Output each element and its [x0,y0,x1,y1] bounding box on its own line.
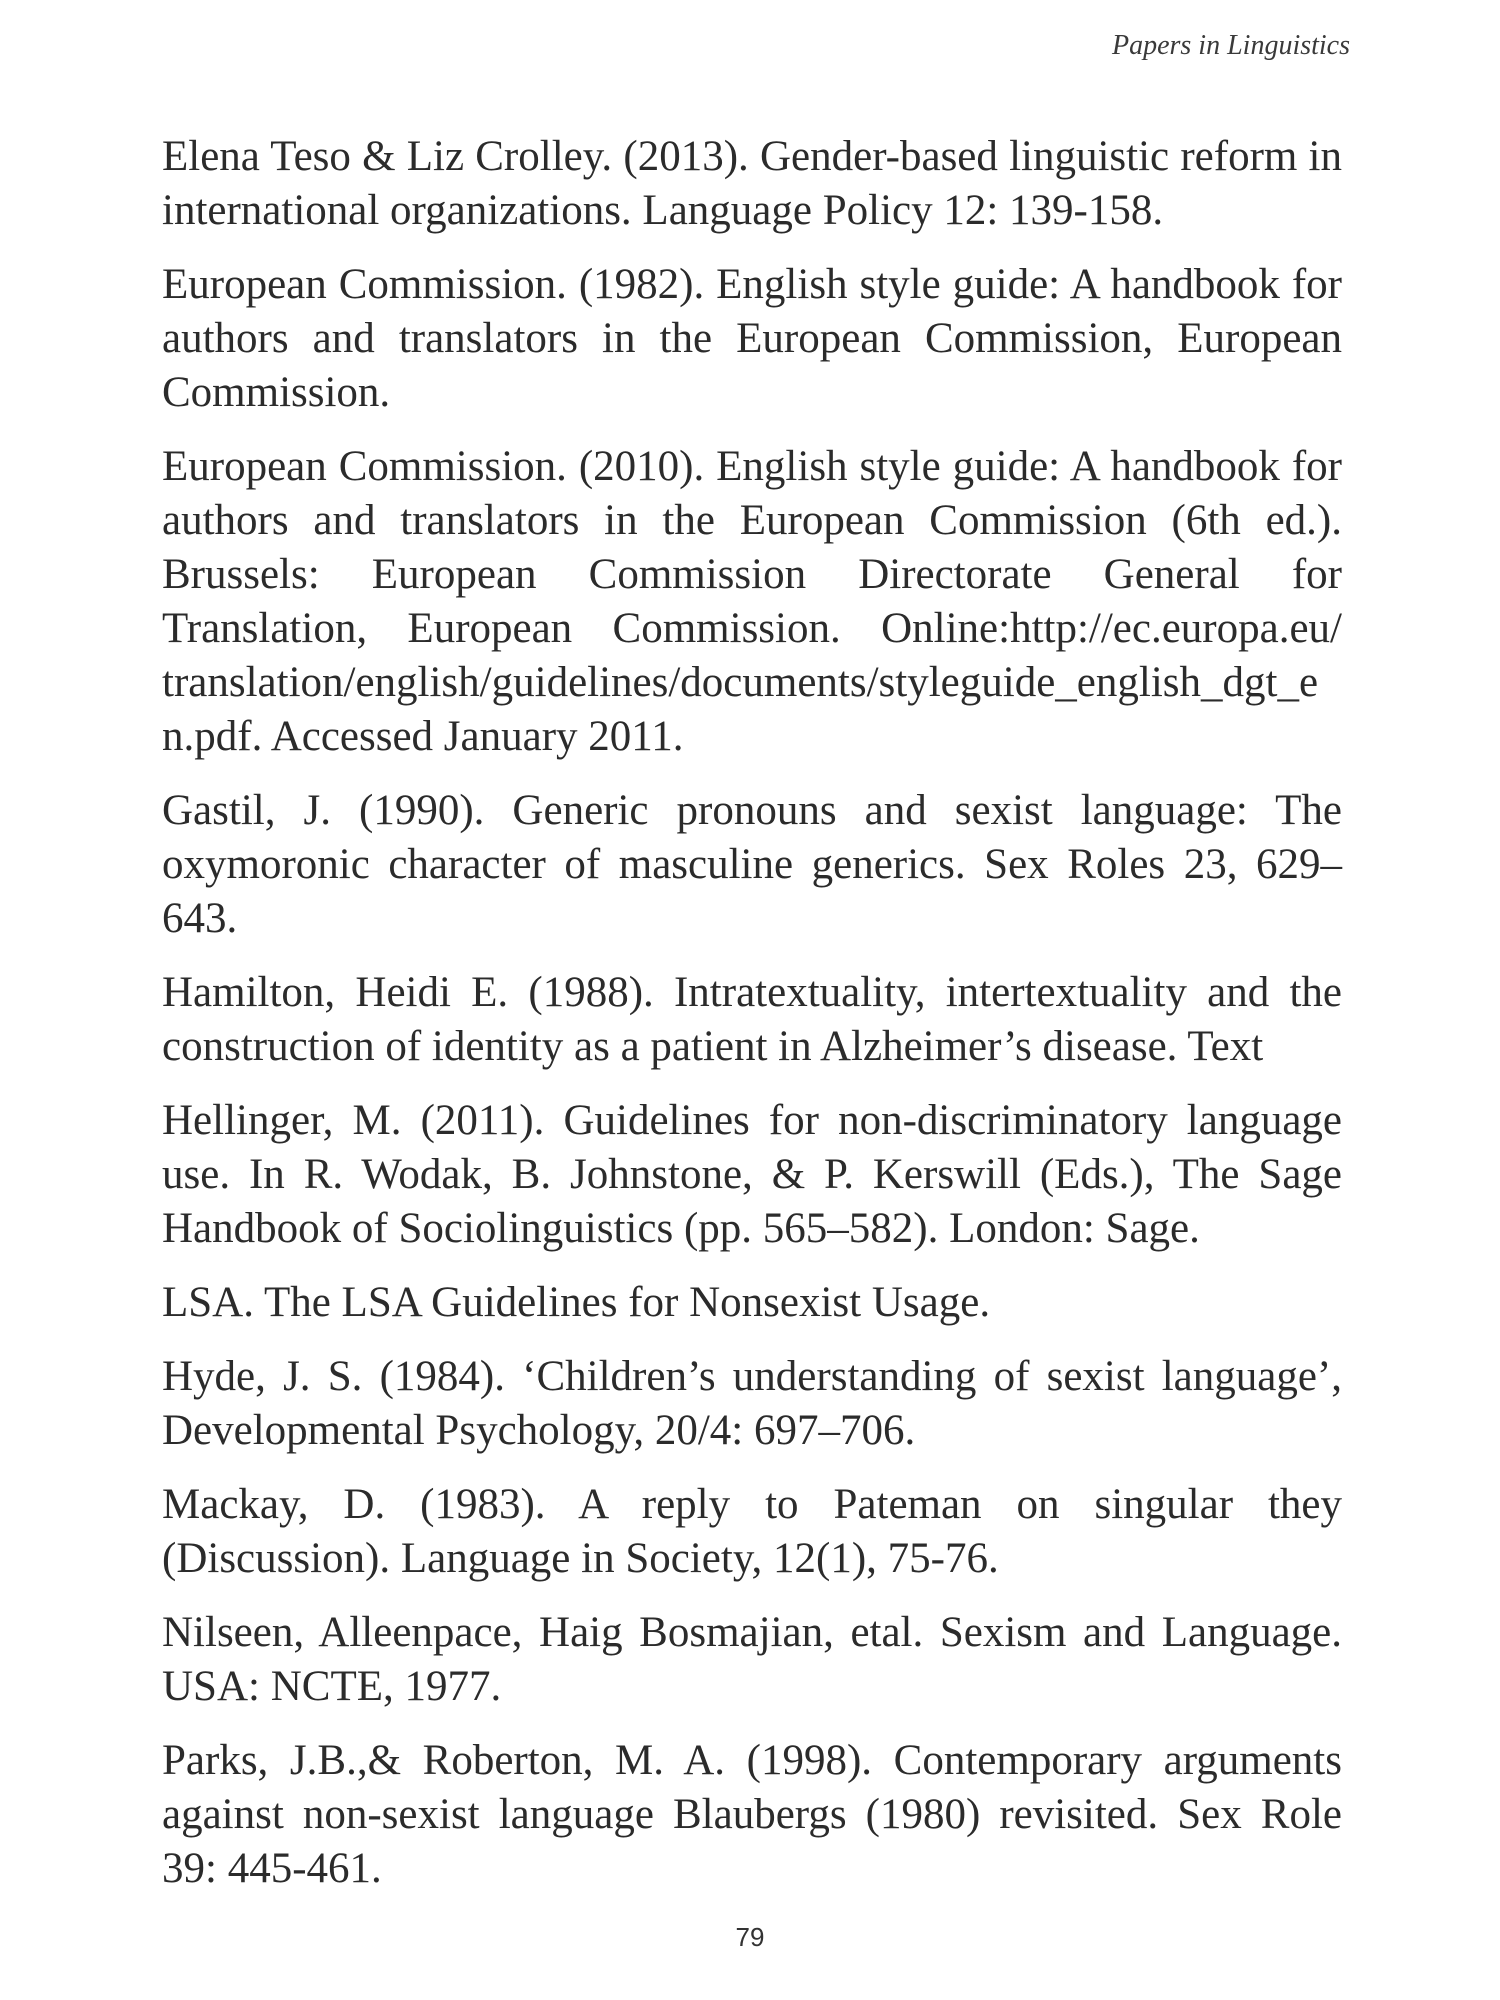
reference-entry: Hellinger, M. (2011). Guidelines for non-discriminatory language use. In R. Wodak, B. Johnstone, & P. Kerswill (Eds.), The Sage Handbook of Sociolinguistics (pp. 565–582). London: Sage. [162,1097,1342,1252]
reference-entry: European Commission. (2010). English style guide: A handbook for authors and translators in the European Commission (6th ed.). Brussels: European Commission Directorate General for Translation, European Commission. Online:http://ec.europa.eu/ translation/english/guidelines/documents/styleguide_english_dgt_e n.pdf. Accessed January 2011. [162,443,1342,760]
reference-list [162,130,1342,1916]
reference-entry: European Commission. (1982). English style guide: A handbook for authors and translators in the European Commission, European Commission. [162,261,1342,416]
reference-entry: Hamilton, Heidi E. (1988). Intratextuality, intertextuality and the construction of identity as a patient in Alzheimer’s disease. Text [162,969,1342,1070]
reference-entry: Gastil, J. (1990). Generic pronouns and sexist language: The oxymoronic character of masculine generics. Sex Roles 23, 629–643. [162,787,1342,942]
reference-entry: Parks, J.B.,& Roberton, M. A. (1998). Contemporary arguments against non-sexist language Blaubergs (1980) revisited. Sex Role 39: 445-461. [162,1737,1342,1892]
page-number: 79 [735,1922,765,1952]
running-header-title: Papers in Linguistics [1111,30,1350,61]
reference-entry: Nilseen, Alleenpace, Haig Bosmajian, etal. Sexism and Language. USA: NCTE, 1977. [162,1609,1342,1710]
reference-entry: Elena Teso & Liz Crolley. (2013). Gender-based linguistic reform in international organizations. Language Policy 12: 139-158. [162,133,1342,234]
reference-entry: Mackay, D. (1983). A reply to Pateman on singular they (Discussion). Language in Society, 12(1), 75-76. [162,1481,1342,1582]
reference-entry: LSA. The LSA Guidelines for Nonsexist Usage. [162,1279,991,1326]
reference-entry: Hyde, J. S. (1984). ‘Children’s understanding of sexist language’, Developmental Psychology, 20/4: 697–706. [162,1353,1342,1454]
